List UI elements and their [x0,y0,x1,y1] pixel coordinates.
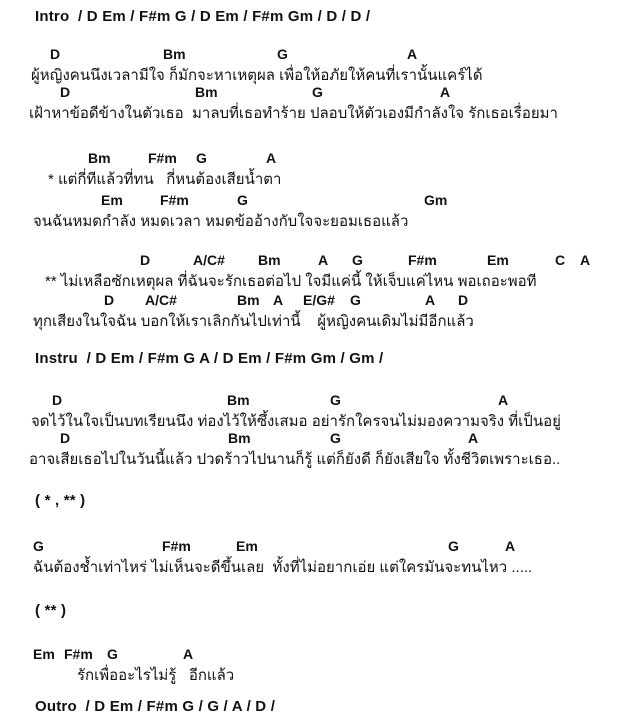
chord: D [50,46,61,62]
chord: Bm [237,292,260,308]
chord: A [440,84,451,100]
chord-line [0,430,620,447]
chord: Gm [424,192,448,208]
chord: A/C# [145,292,177,308]
repeat-star-label: ( * , ** ) [35,492,86,509]
chord: F#m [162,538,191,554]
chord: A/C# [193,252,225,268]
chord: A [498,392,509,408]
intro-section-label: Intro / D Em / F#m G / D Em / F#m Gm / D / D / [35,8,371,25]
lyric-line: ทุกเสียงในใจฉัน บอกให้เราเลิกกันไปเท่านี้ ผู้หญิงคนเดิมไม่มีอีกแล้ว [33,313,474,330]
chord: G [330,392,341,408]
lyric-line: ** ไม่เหลือซักเหตุผล ที่ฉันจะรักเธอต่อไป ใจมีแค่นี้ ให้เจ็บแค่ไหน พอเถอะพอที [45,273,537,290]
chord-line [0,192,620,209]
chord: A [505,538,516,554]
chord: Em [487,252,509,268]
repeat-double-star-label: ( ** ) [35,602,67,619]
chord-line [0,538,620,555]
lyric-line: เฝ้าหาข้อดีข้างในตัวเธอ มาลบที่เธอทำร้าย ปลอบให้ตัวเองมีกำลังใจ รักเธอเรื่อยมา [29,105,558,122]
outro-section-label: Outro / D Em / F#m G / G / A / D / [35,698,276,715]
lyric-line: * แต่กี่ทีแล้วที่ทน กี่หนต้องเสียน้ำตา [48,171,282,188]
chord: G [107,646,118,662]
lyric-line: ผู้หญิงคนนึงเวลามีใจ ก็มักจะหาเหตุผล เพื่อให้อภัยให้คนที่เรานั้นแคร์ได้ [31,67,483,84]
chord: Bm [227,392,250,408]
chord-line [0,252,620,269]
chord: F#m [408,252,437,268]
lyric-line: จนฉันหมดกำลัง หมดเวลา หมดข้ออ้างกับใจจะยอมเธอแล้ว [33,213,409,230]
chord: Bm [163,46,186,62]
chord: A [468,430,479,446]
chord: Em [33,646,55,662]
chord: G [33,538,44,554]
chord-line [0,46,620,63]
lyric-line: จดไว้ในใจเป็นบทเรียนนึง ท่องไว้ให้ซึ้งเสมอ อย่ารักใครจนไม่มองความจริง ที่เป็นอยู่ [31,413,561,430]
chord: D [60,430,71,446]
chord: D [458,292,469,308]
chord: Bm [228,430,251,446]
lyric-line: รักเพื่ออะไรไม่รู้ อีกแล้ว [77,667,235,684]
chord: D [140,252,151,268]
chord: G [237,192,248,208]
chord: A [183,646,194,662]
chord: G [312,84,323,100]
chord: D [60,84,71,100]
chord: Bm [258,252,281,268]
chord-line [0,646,620,663]
lyric-line: อาจเสียเธอไปในวันนี้แล้ว ปวดร้าวไปนานก็รู้ แต่ก็ยังดี ก็ยังเสียใจ ทั้งชีวิตเพราะเธอ.. [29,451,561,468]
chord: F#m [148,150,177,166]
chord-line [0,292,620,309]
chord: F#m [160,192,189,208]
chord: A [580,252,591,268]
chord: Bm [195,84,218,100]
chord: Em [101,192,123,208]
chord: G [330,430,341,446]
chord: A [425,292,436,308]
chord-line [0,84,620,101]
chord: A [273,292,284,308]
chord: G [277,46,288,62]
chord: Em [236,538,258,554]
chord: Bm [88,150,111,166]
chord: A [318,252,329,268]
chord: A [266,150,277,166]
chord: C [555,252,566,268]
chord: E/G# [303,292,335,308]
chord: F#m [64,646,93,662]
chord-line [0,392,620,409]
lyric-line: ฉันต้องช้ำเท่าไหร่ ไม่เห็นจะดีขึ้นเลย ทั้งที่ไม่อยากเอ่ย แต่ใครมันจะทนไหว ..... [33,559,533,576]
chord: A [407,46,418,62]
chord: D [104,292,115,308]
chord: G [350,292,361,308]
chord: G [196,150,207,166]
chord-line [0,150,620,167]
chord: G [352,252,363,268]
instru-section-label: Instru / D Em / F#m G A / D Em / F#m Gm / Gm / [35,350,384,367]
chord: G [448,538,459,554]
chord: D [52,392,63,408]
